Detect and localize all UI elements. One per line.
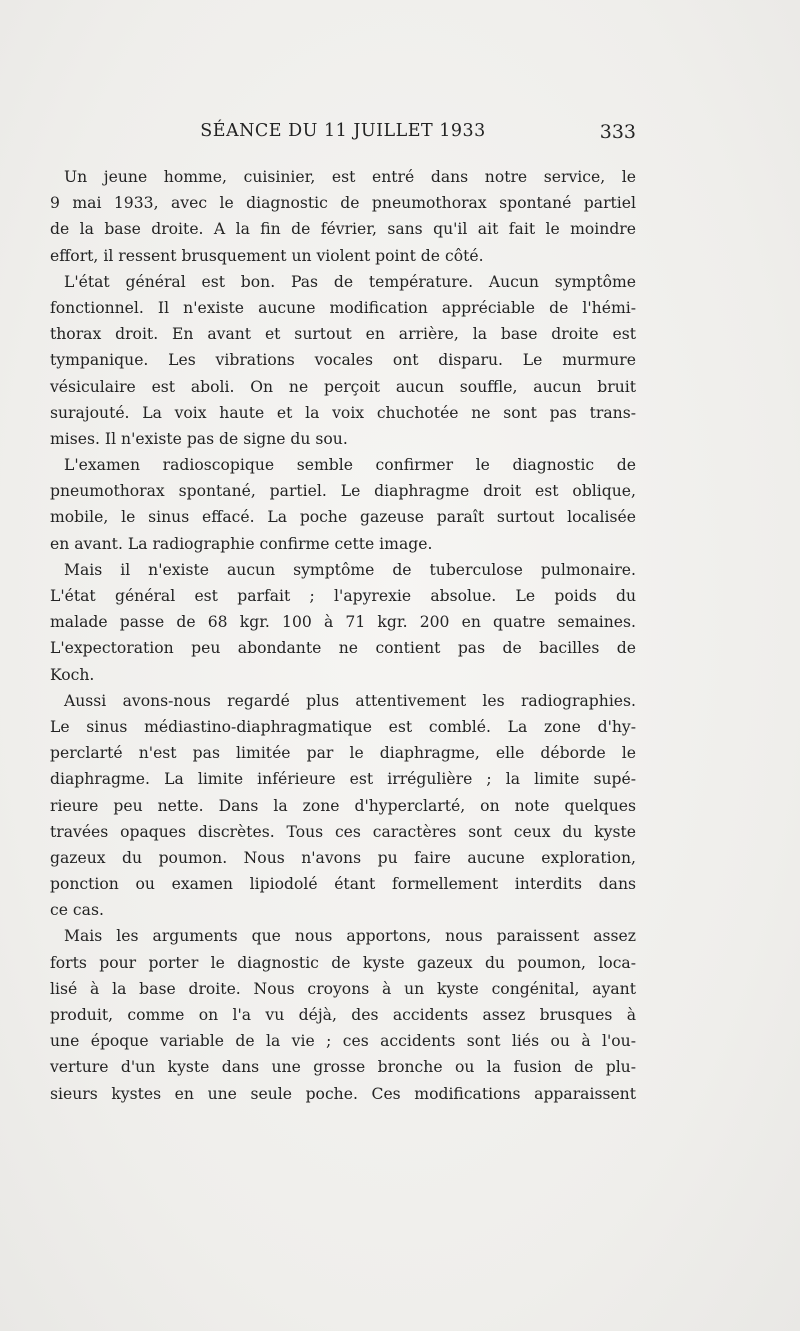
text-line: Aussi avons-nous regardé plus attentivement les radiographies. [64,691,636,710]
text-line: ce cas. [50,901,104,920]
text-line: 9 mai 1933, avec le diagnostic de pneumothorax spontané partiel [50,194,636,213]
page-number: 333 [599,121,636,143]
text-line: mobile, le sinus effacé. La poche gazeuse paraît surtout localisée [50,508,636,527]
text-line: L'état général est parfait ; l'apyrexie absolue. Le poids du [50,587,636,605]
text-line: ponction ou examen lipiodolé étant formellement interdits dans [50,875,636,894]
text-line: une époque variable de la vie ; ces accidents sont liés ou à l'ou- [50,1032,636,1051]
text-line: en avant. La radiographie confirme cette image. [50,534,433,553]
text-line: L'état général est bon. Pas de température. Aucun symptôme [64,272,636,291]
text-line: mises. Il n'existe pas de signe du sou. [50,429,348,448]
text-line: produit, comme on l'a vu déjà, des accidents assez brusques à [50,1006,636,1024]
text-line: Mais il n'existe aucun symptôme de tuberculose pulmonaire. [64,560,636,579]
text-line: thorax droit. En avant et surtout en arrière, la base droite est [50,325,636,344]
running-header [50,121,636,149]
text-line: surajouté. La voix haute et la voix chuchotée ne sont pas trans- [50,403,636,422]
text-line: tympanique. Les vibrations vocales ont disparu. Le murmure [50,351,636,370]
text-line: Le sinus médiastino-diaphragmatique est comblé. La zone d'hy- [50,717,636,736]
text-line: verture d'un kyste dans une grosse bronche ou la fusion de plu- [50,1058,636,1077]
text-line: Mais les arguments que nous apportons, nous paraissent assez [64,927,636,946]
text-line: de la base droite. A la fin de février, sans qu'il ait fait le moindre [50,220,636,239]
text-line: lisé à la base droite. Nous croyons à un kyste congénital, ayant [50,979,636,998]
text-line: pneumothorax spontané, partiel. Le diaphragme droit est oblique, [50,482,636,501]
text-line: diaphragme. La limite inférieure est irrégulière ; la limite supé- [50,770,636,789]
text-line: Koch. [50,665,95,684]
text-line: gazeux du poumon. Nous n'avons pu faire aucune exploration, [50,848,636,867]
text-line: malade passe de 68 kgr. 100 à 71 kgr. 200 en quatre semaines. [50,613,636,632]
text-line: travées opaques discrètes. Tous ces caractères sont ceux du kyste [50,822,636,841]
text-line: Un jeune homme, cuisinier, est entré dans notre service, le [64,168,636,186]
text-line: L'examen radioscopique semble confirmer le diagnostic de [64,456,636,475]
text-line: rieure peu nette. Dans la zone d'hyperclarté, on note quelques [50,796,636,815]
running-title: SÉANCE DU 11 JUILLET 1933 [200,121,486,141]
text-line: L'expectoration peu abondante ne contient pas de bacilles de [50,639,636,658]
text-line: sieurs kystes en une seule poche. Ces modifications apparaissent [50,1084,636,1103]
text-line: forts pour porter le diagnostic de kyste gazeux du poumon, loca- [50,953,636,972]
text-line: perclarté n'est pas limitée par le diaphragme, elle déborde le [50,744,636,763]
text-line: vésiculaire est aboli. On ne perçoit aucun souffle, aucun bruit [50,377,636,396]
text-line: fonctionnel. Il n'existe aucune modification appréciable de l'hémi- [50,298,636,317]
body-text [50,164,636,1107]
text-line: effort, il ressent brusquement un violent point de côté. [50,246,484,265]
